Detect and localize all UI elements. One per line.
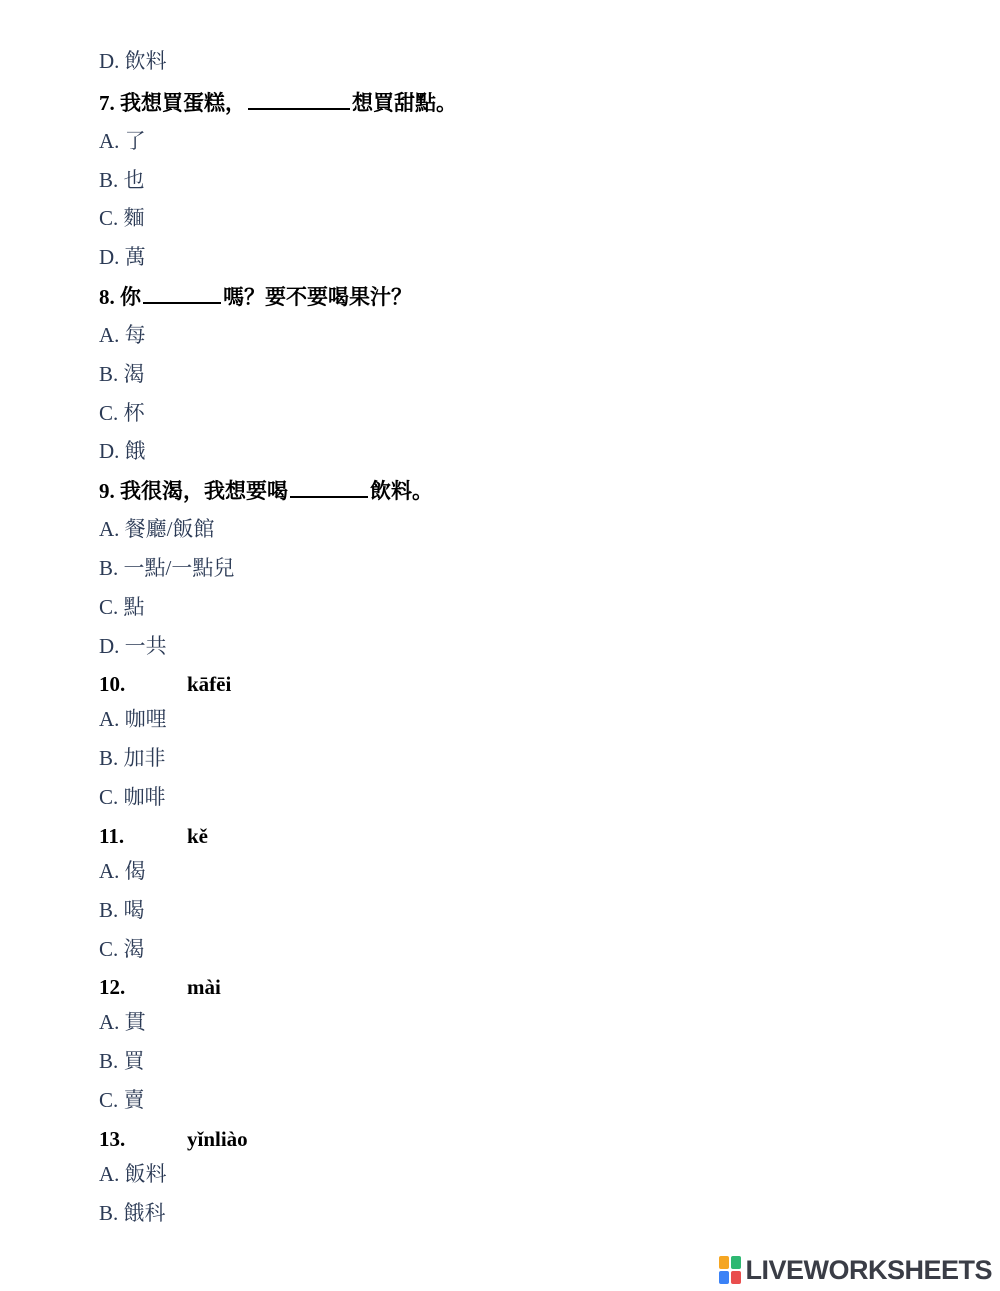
- question-number: 13.: [99, 1127, 126, 1151]
- question-text: 7. 我想買蛋糕，: [99, 91, 246, 115]
- pinyin-text: mài: [187, 975, 221, 999]
- pinyin-text: yǐnliào: [187, 1127, 248, 1151]
- question-text: 8. 你: [99, 285, 141, 309]
- answer-option: B. 喝: [99, 898, 145, 922]
- logo-square: [719, 1271, 729, 1284]
- answer-option: B. 加非: [99, 746, 166, 770]
- liveworksheets-logo: [719, 1254, 992, 1286]
- answer-option: C. 杯: [99, 401, 145, 425]
- pinyin-question: [99, 973, 221, 1001]
- pinyin-question: [99, 822, 208, 850]
- answer-option: D. 一共: [99, 634, 167, 658]
- answer-option: C. 咖啡: [99, 785, 166, 809]
- answer-option: C. 麵: [99, 206, 145, 230]
- question-line: [99, 476, 433, 505]
- question-line: [99, 282, 412, 311]
- pinyin-question: [99, 1125, 248, 1153]
- answer-option: C. 渴: [99, 937, 145, 961]
- liveworksheets-logo-icon: [719, 1256, 741, 1284]
- answer-option: B. 買: [99, 1049, 145, 1073]
- question-text: 嗎？要不要喝果汁？: [223, 285, 412, 309]
- fill-in-blank[interactable]: [143, 282, 221, 304]
- answer-option: D. 餓: [99, 439, 146, 463]
- logo-square: [731, 1256, 741, 1269]
- answer-option: C. 賣: [99, 1088, 145, 1112]
- question-text: 想買甜點。: [352, 91, 457, 115]
- question-number: 12.: [99, 975, 126, 999]
- fill-in-blank[interactable]: [248, 88, 350, 110]
- pinyin-text: kāfēi: [187, 672, 232, 696]
- question-text: 9. 我很渴，我想要喝: [99, 479, 288, 503]
- answer-option: B. 渴: [99, 362, 145, 386]
- fill-in-blank[interactable]: [290, 476, 368, 498]
- answer-option: D. 萬: [99, 245, 146, 269]
- pinyin-text: kě: [187, 824, 208, 848]
- question-number: 10.: [99, 672, 126, 696]
- question-number: 11.: [99, 824, 125, 848]
- answer-option: B. 一點/一點兒: [99, 556, 235, 580]
- answer-option: B. 餓科: [99, 1201, 166, 1225]
- answer-option: D. 飲料: [99, 49, 167, 73]
- answer-option: A. 咖哩: [99, 707, 167, 731]
- answer-option: A. 了: [99, 129, 146, 153]
- logo-square: [719, 1256, 729, 1269]
- answer-option: B. 也: [99, 168, 145, 192]
- logo-square: [731, 1271, 741, 1284]
- answer-option: A. 餐廳/飯館: [99, 517, 215, 541]
- answer-option: A. 每: [99, 323, 146, 347]
- question-text: 飲料。: [370, 479, 433, 503]
- answer-option: A. 飯料: [99, 1162, 167, 1186]
- question-line: [99, 88, 457, 117]
- answer-option: A. 貫: [99, 1010, 146, 1034]
- logo-text: LIVEWORKSHEETS: [745, 1254, 992, 1285]
- pinyin-question: [99, 670, 231, 698]
- answer-option: A. 偈: [99, 859, 146, 883]
- answer-option: C. 點: [99, 595, 145, 619]
